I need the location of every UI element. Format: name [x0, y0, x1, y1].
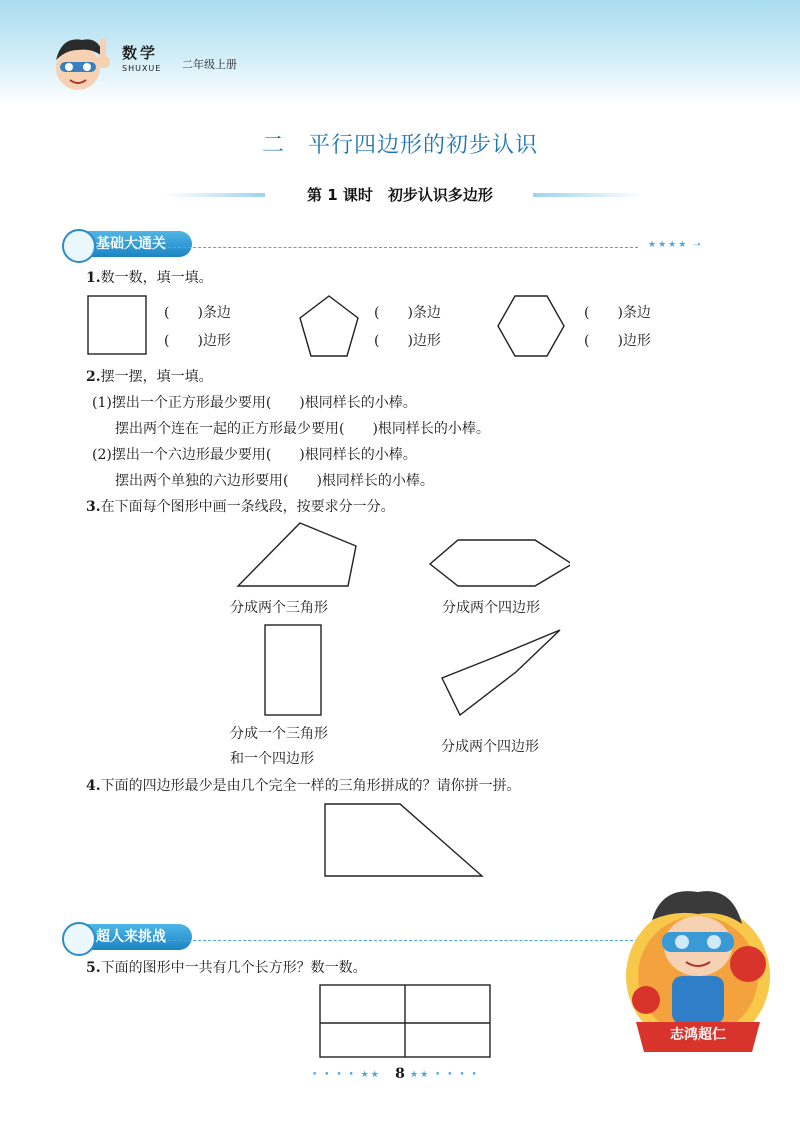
footer-dots-left-icon: • • • • ★★ [312, 1070, 381, 1080]
stars-decoration-icon: ★★★★ ➝ [648, 240, 703, 250]
q2-line-2: 摆出两个连在一起的正方形最少要用( )根同样长的小棒。 [115, 421, 490, 437]
q3-caption-3: 分成一个三角形 [230, 726, 328, 742]
q2-text: 摆一摆，填一填。 [100, 369, 213, 385]
q1-number: 1. [86, 270, 101, 286]
q3-caption-2: 分成两个四边形 [442, 600, 540, 616]
square-shape [88, 296, 146, 354]
q3-caption-5: 分成两个四边形 [441, 739, 539, 755]
rocket-icon [62, 922, 96, 956]
pentagon-shape [300, 296, 358, 356]
section-challenge-rule [168, 940, 638, 941]
q2-prompt [86, 367, 213, 387]
mascot-logo-icon [48, 30, 120, 100]
q3-hexagon-shape [430, 540, 570, 586]
q1-prompt [86, 268, 213, 288]
lesson-title: 第 1 课时 初步认识多边形 [307, 186, 493, 204]
q1-blank-shape-3[interactable]: ( )边形 [584, 333, 651, 349]
q2-line-3: (2)摆出一个六边形最少要用( )根同样长的小棒。 [92, 447, 417, 463]
q4-text: 下面的四边形最少是由几个完全一样的三角形拼成的？请你拼一拼。 [100, 778, 521, 794]
header-subject-pinyin: SHUXUE [122, 64, 162, 73]
q3-prompt [86, 497, 395, 517]
header-subject: 数学 [122, 44, 159, 62]
q3-shapes [230, 520, 570, 720]
hexagon-shape [498, 296, 564, 356]
q4-trapezoid-shape [325, 804, 482, 876]
section-challenge-badge: 超人来挑战 [70, 924, 192, 950]
q5-text: 下面的图形中一共有几个长方形？数一数。 [100, 960, 367, 976]
q3-text: 在下面每个图形中画一条线段，按要求分一分。 [100, 499, 395, 515]
q4-shapes [320, 800, 490, 882]
q5-shapes [318, 983, 494, 1061]
q1-blank-shape-2[interactable]: ( )边形 [374, 333, 441, 349]
q4-prompt [86, 776, 521, 796]
header-grade: 二年级上册 [182, 58, 237, 71]
section-basic-rule [168, 247, 638, 248]
mascot-banner-text: 志鸿超仁 [670, 1027, 726, 1043]
header-band [0, 0, 800, 105]
q3-pentagon-shape [442, 630, 560, 715]
q4-number: 4. [86, 778, 101, 794]
q5-number: 5. [86, 960, 101, 976]
footer-dots-right-icon: ★★ • • • • [410, 1070, 479, 1080]
q1-blank-edges-1[interactable]: ( )条边 [164, 305, 231, 321]
q1-blank-edges-3[interactable]: ( )条边 [584, 305, 651, 321]
section-basic-badge: 基础大通关 [70, 231, 192, 257]
q3-caption-1: 分成两个三角形 [230, 600, 328, 616]
q3-rectangle-shape [265, 625, 321, 715]
page-number: 8 [395, 1066, 405, 1082]
q3-number: 3. [86, 499, 101, 515]
q5-prompt [86, 958, 367, 978]
chapter-title: 二 平行四边形的初步认识 [261, 133, 538, 158]
q2-line-4: 摆出两个单独的六边形要用( )根同样长的小棒。 [115, 473, 434, 489]
q3-quadrilateral-shape [238, 523, 356, 586]
q1-text: 数一数，填一填。 [100, 270, 213, 286]
q1-blank-shape-1[interactable]: ( )边形 [164, 333, 231, 349]
q2-number: 2. [86, 369, 101, 385]
lesson-rule-right [533, 193, 643, 197]
q2-line-1: (1)摆出一个正方形最少要用( )根同样长的小棒。 [92, 395, 417, 411]
q3-caption-4: 和一个四边形 [230, 751, 314, 767]
q1-blank-edges-2[interactable]: ( )条边 [374, 305, 441, 321]
globe-icon [62, 229, 96, 263]
